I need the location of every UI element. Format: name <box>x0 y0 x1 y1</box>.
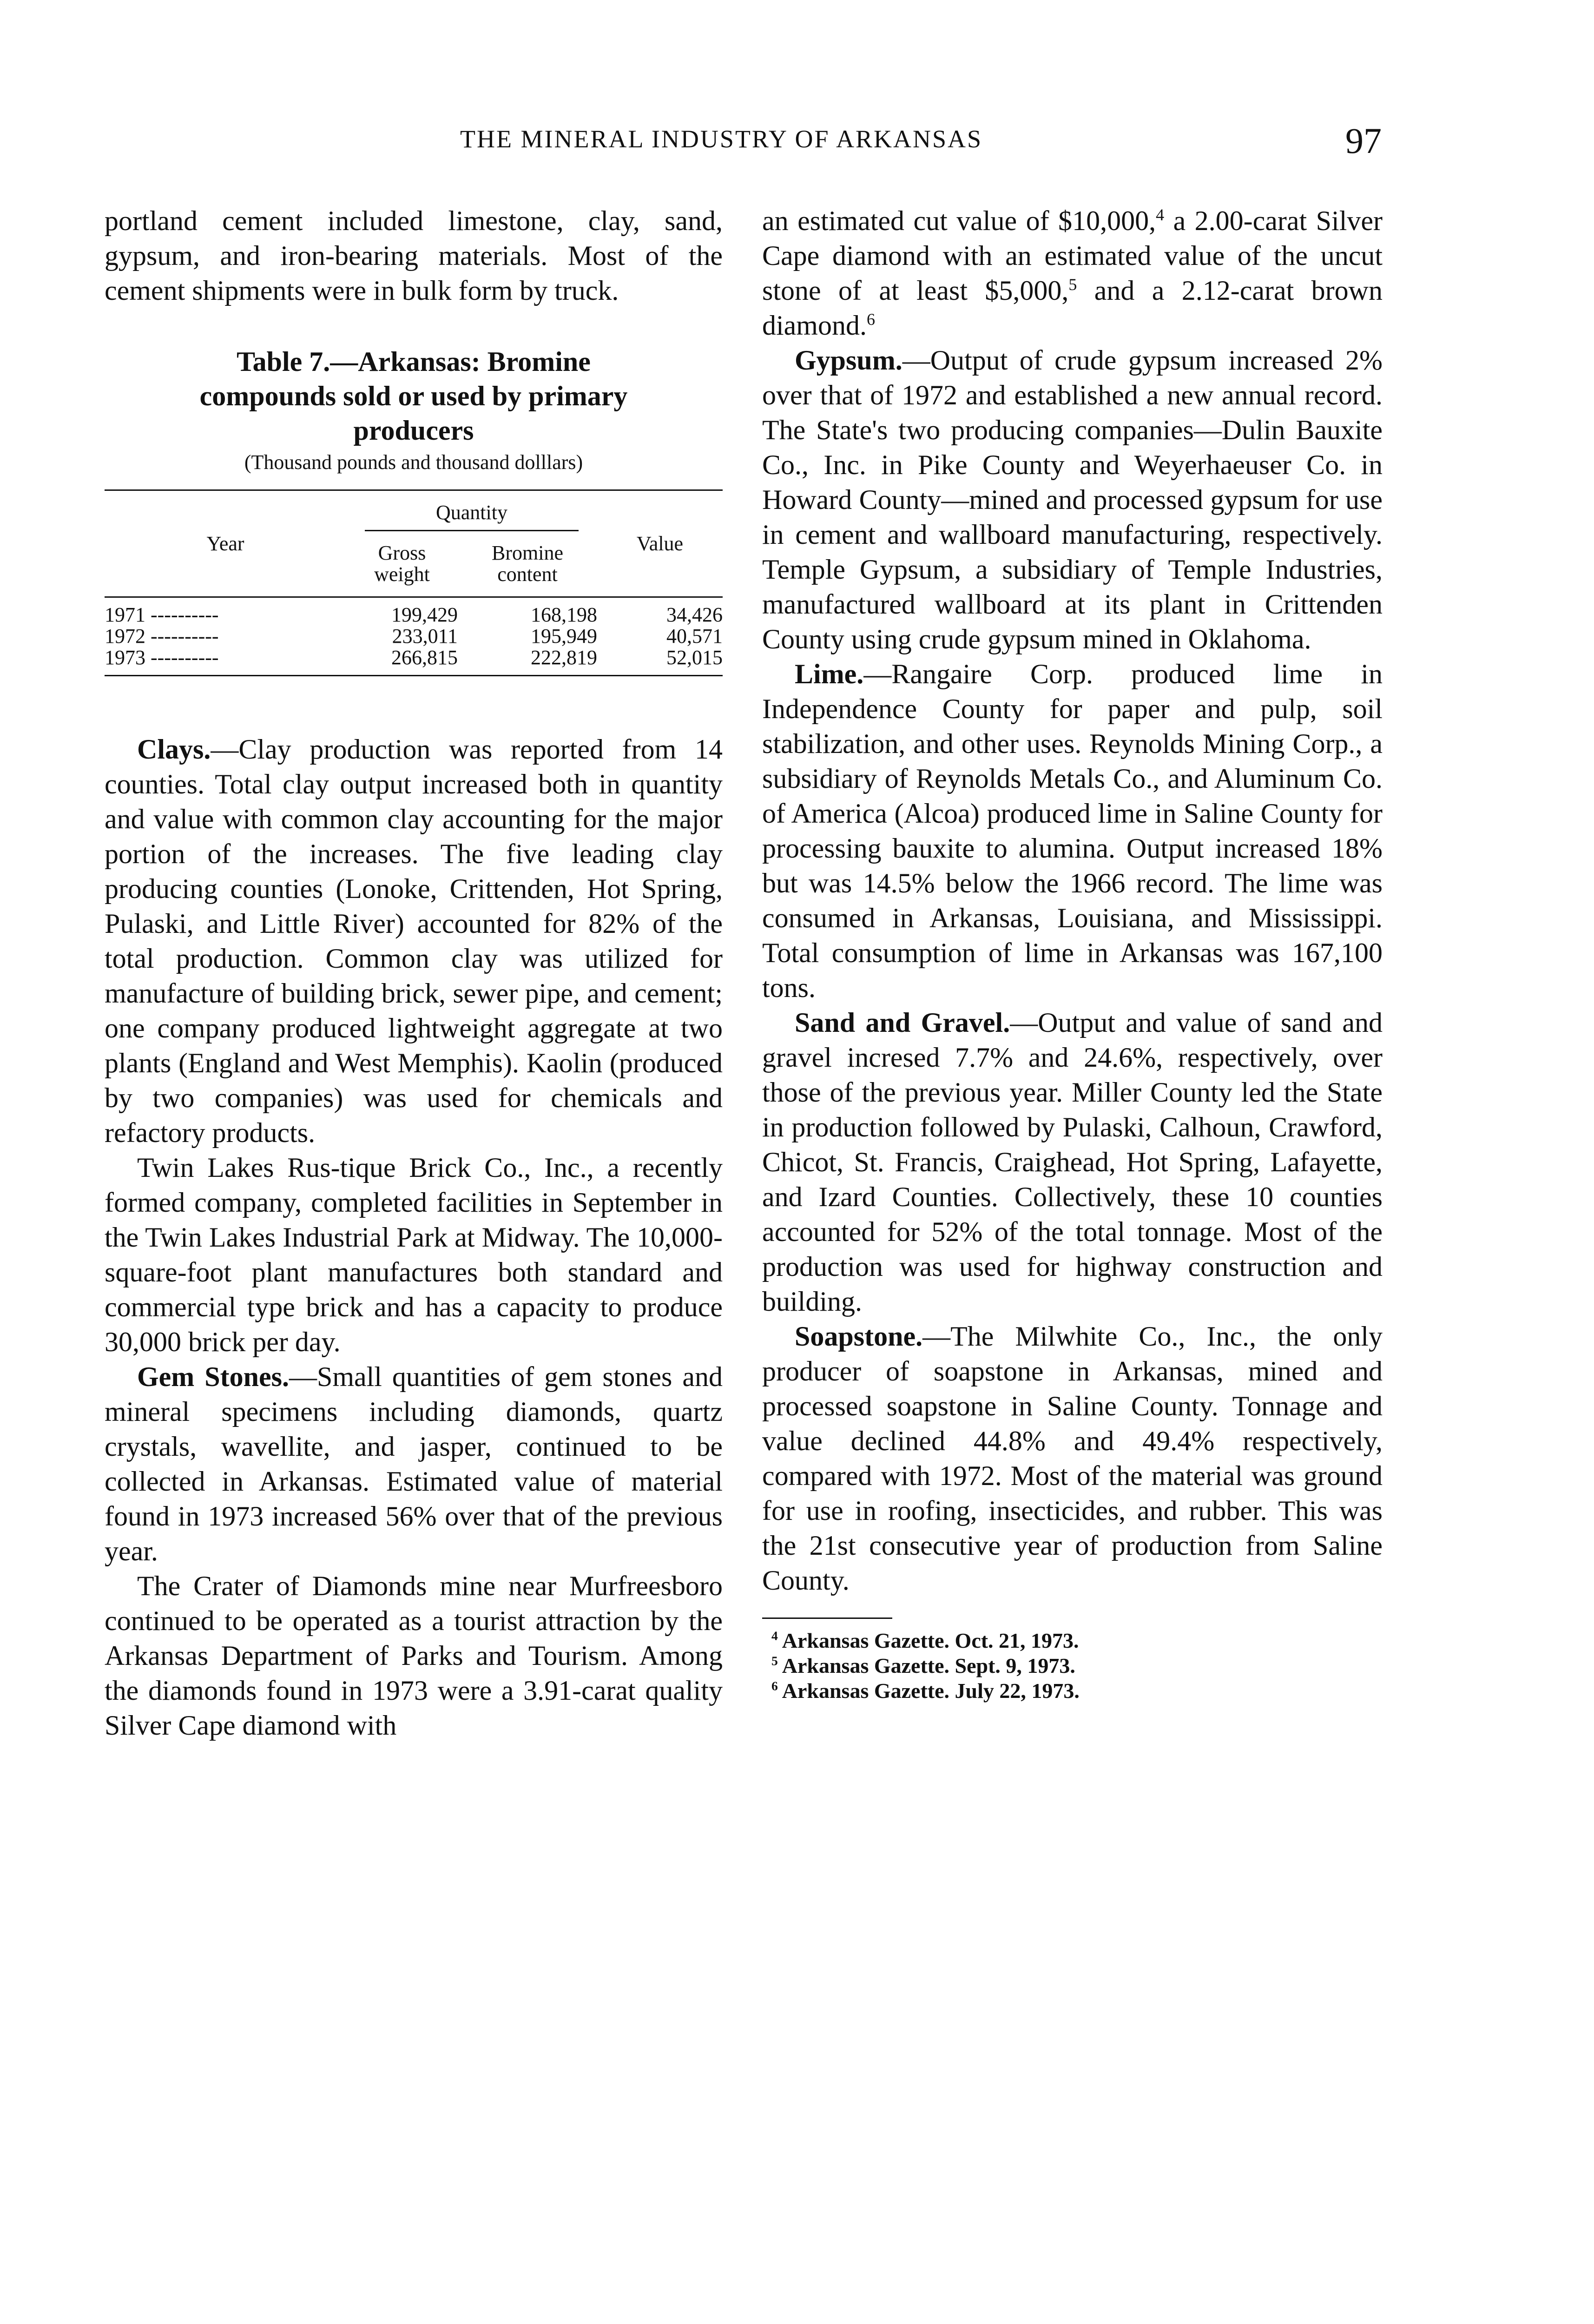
column-header-gross-weight <box>346 539 458 597</box>
paragraph-clays <box>105 732 723 1150</box>
column-group-quantity <box>346 490 597 539</box>
column-group-label: Quantity <box>365 502 579 531</box>
footnote-4 <box>762 1628 1392 1653</box>
footnote-6 <box>762 1678 1392 1703</box>
paragraph-twin-lakes: Twin Lakes Rus-tique Brick Co., Inc., a recently formed company, completed facilities in September in the Twin Lakes Industrial Park at Midway. The 10,000-square-foot plant manufactures both standard and commercial type brick and has a capacity to produce 30,000 brick per day. <box>105 1152 723 1357</box>
footnote-ref-6: 6 <box>866 310 875 329</box>
diamonds-text-1: an estimated cut value of $10,000, <box>762 205 1156 236</box>
gross-label-1: Gross <box>378 541 426 564</box>
year-cell <box>105 626 346 647</box>
year-value: 1973 <box>105 646 145 669</box>
leader-dots: ---------- <box>151 603 219 626</box>
footnote-ref-4: 4 <box>1156 205 1165 224</box>
running-head: THE MINERAL INDUSTRY OF ARKANSAS <box>460 125 983 153</box>
section-heading-lime: Lime. <box>795 659 864 689</box>
footnote-text: Arkansas Gazette. Oct. 21, 1973. <box>777 1629 1079 1652</box>
gross-label-2: weight <box>374 563 430 586</box>
year-value: 1972 <box>105 625 145 647</box>
soapstone-text: —The Milwhite Co., Inc., the only producer of soapstone in Arkansas, mined and processed soapstone in Saline County. Tonnage and value declined 44.8% and 49.4% respectively, compared with 1972. Most of the material was ground for use in roofing, insecticides, and rubber. This was the 21st consecutive year of production from Saline County. <box>762 1321 1383 1596</box>
year-value: 1971 <box>105 603 145 626</box>
lime-text: —Rangaire Corp. produced lime in Independence County for paper and pulp, soil stabilization, and other uses. Reynolds Mining Corp., a subsidiary of Reynolds Metals Co., and Aluminum Co. of America (Alcoa) produced lime in Saline County for processing bauxite to alumina. Output increased 18% but was 14.5% below the 1966 record. The lime was consumed in Arkansas, Louisiana, and Mississippi. Total consumption of lime in Arkansas was 167,100 tons. <box>762 659 1383 1003</box>
footnote-number: 5 <box>771 1653 778 1668</box>
diamonds-text-2: a 2.00-carat Silver Cape diamond with an estimated value of the uncut stone of at least $5,000, <box>762 205 1383 306</box>
gross-weight-cell: 199,429 <box>391 603 458 626</box>
bromine-content-cell: 222,819 <box>458 647 597 676</box>
clays-text: —Clay production was reported from 14 counties. Total clay output increased both in quantity and value with common clay accounting for the major portion of the increases. The five leading clay producing counties (Lonoke, Crittenden, Hot Spring, Pulaski, and Little River) accounted for 82% of the total production. Common clay was utilized for manufacture of building brick, sewer pipe, and cement; one company produced lightweight aggregate at two plants (England and West Memphis). Kaolin (produced by two companies) was used for chemicals and refactory products. <box>105 734 723 1148</box>
table-7 <box>105 344 723 676</box>
section-heading-clays: Clays. <box>137 734 211 765</box>
footnote-5 <box>762 1653 1392 1678</box>
gypsum-text: —Output of crude gypsum increased 2% over that of 1972 and established a new annual record. The State's two producing companies—Dulin Bauxite Co., Inc. in Pike County and Weyerhaeuser Co. in Howard County—mined and processed gypsum for use in cement and wallboard manufacturing, respectively. Temple Gypsum, a subsidiary of Temple Industries, manufactured wallboard at its plant in Crittenden County using crude gypsum mined in Oklahoma. <box>762 345 1383 654</box>
section-heading-sand-and-gravel: Sand and Gravel. <box>795 1007 1010 1038</box>
paragraph-gypsum <box>762 343 1383 657</box>
footnote-text: Arkansas Gazette. Sept. 9, 1973. <box>777 1654 1075 1677</box>
paragraph-soapstone <box>762 1319 1383 1598</box>
table-title-line-3: producers <box>353 415 474 446</box>
footnotes <box>762 1618 1080 1703</box>
year-cell <box>105 647 346 676</box>
footnote-number: 6 <box>771 1678 778 1693</box>
table-title-line-1: Table 7.—Arkansas: Bromine <box>237 346 591 377</box>
bromine-label-2: content <box>497 563 558 586</box>
diamonds-text-3: and a 2.12-carat brown diamond. <box>762 275 1383 341</box>
paragraph-cement-materials: portland cement included limestone, clay, sand, gypsum, and iron-bearing materials. Most of the cement shipments were in bulk form by truck. <box>105 205 723 306</box>
column-header-bromine-content <box>458 539 597 597</box>
section-heading-soapstone: Soapstone. <box>795 1321 923 1352</box>
gross-weight-cell: 266,815 <box>346 647 458 676</box>
bromine-content-cell: 195,949 <box>531 625 597 647</box>
paragraph-crater-of-diamonds: The Crater of Diamonds mine near Murfreesboro continued to be operated as a tourist attraction by the Arkansas Department of Parks and Tourism. Among the diamonds found in 1973 were a 3.91-carat quality Silver Cape diamond with <box>105 1571 723 1741</box>
table-row <box>105 647 723 676</box>
gem-stones-text: —Small quantities of gem stones and mineral specimens including diamonds, quartz crystals, wavellite, and jasper, continued to be collected in Arkansas. Estimated value of material found in 1973 increased 56% over that of the previous year. <box>105 1361 723 1566</box>
page-number: 97 <box>1345 120 1382 161</box>
section-heading-gypsum: Gypsum. <box>795 345 902 376</box>
table-row <box>105 597 723 626</box>
left-column <box>105 204 723 1743</box>
right-column <box>762 204 1383 1703</box>
year-cell <box>105 597 346 626</box>
value-cell: 52,015 <box>597 647 723 676</box>
column-header-value: Value <box>636 532 684 555</box>
bromine-label-1: Bromine <box>492 541 563 564</box>
footnote-ref-5: 5 <box>1068 275 1077 294</box>
leader-dots: ---------- <box>151 625 219 647</box>
paragraph-sand-and-gravel <box>762 1005 1383 1319</box>
footnote-text: Arkansas Gazette. July 22, 1973. <box>777 1679 1080 1703</box>
value-cell: 40,571 <box>666 625 723 647</box>
bromine-content-cell: 168,198 <box>531 603 597 626</box>
table-subtitle: (Thousand pounds and thousand dolllars) <box>244 451 583 474</box>
bromine-table <box>105 489 723 676</box>
paragraph-lime <box>762 657 1383 1005</box>
leader-dots: ---------- <box>151 646 219 669</box>
paragraph-diamonds-continued <box>762 204 1383 343</box>
section-heading-gem-stones: Gem Stones. <box>137 1361 289 1392</box>
table-row <box>105 626 723 647</box>
table-title-line-2: compounds sold or used by primary <box>199 381 628 411</box>
paragraph-gem-stones <box>105 1360 723 1569</box>
sand-and-gravel-text: —Output and value of sand and gravel incresed 7.7% and 24.6%, respectively, over those of the previous year. Miller County led the State in production followed by Pulaski, Calhoun, Crawford, Chicot, St. Francis, Craighead, Hot Spring, Lafayette, and Izard Counties. Collectively, these 10 counties accounted for 52% of the total tonnage. Most of the production was used for highway construction and building. <box>762 1007 1383 1317</box>
gross-weight-cell: 233,011 <box>392 625 458 647</box>
value-cell: 34,426 <box>666 603 723 626</box>
column-header-year: Year <box>206 532 244 555</box>
footnote-number: 4 <box>771 1628 778 1643</box>
